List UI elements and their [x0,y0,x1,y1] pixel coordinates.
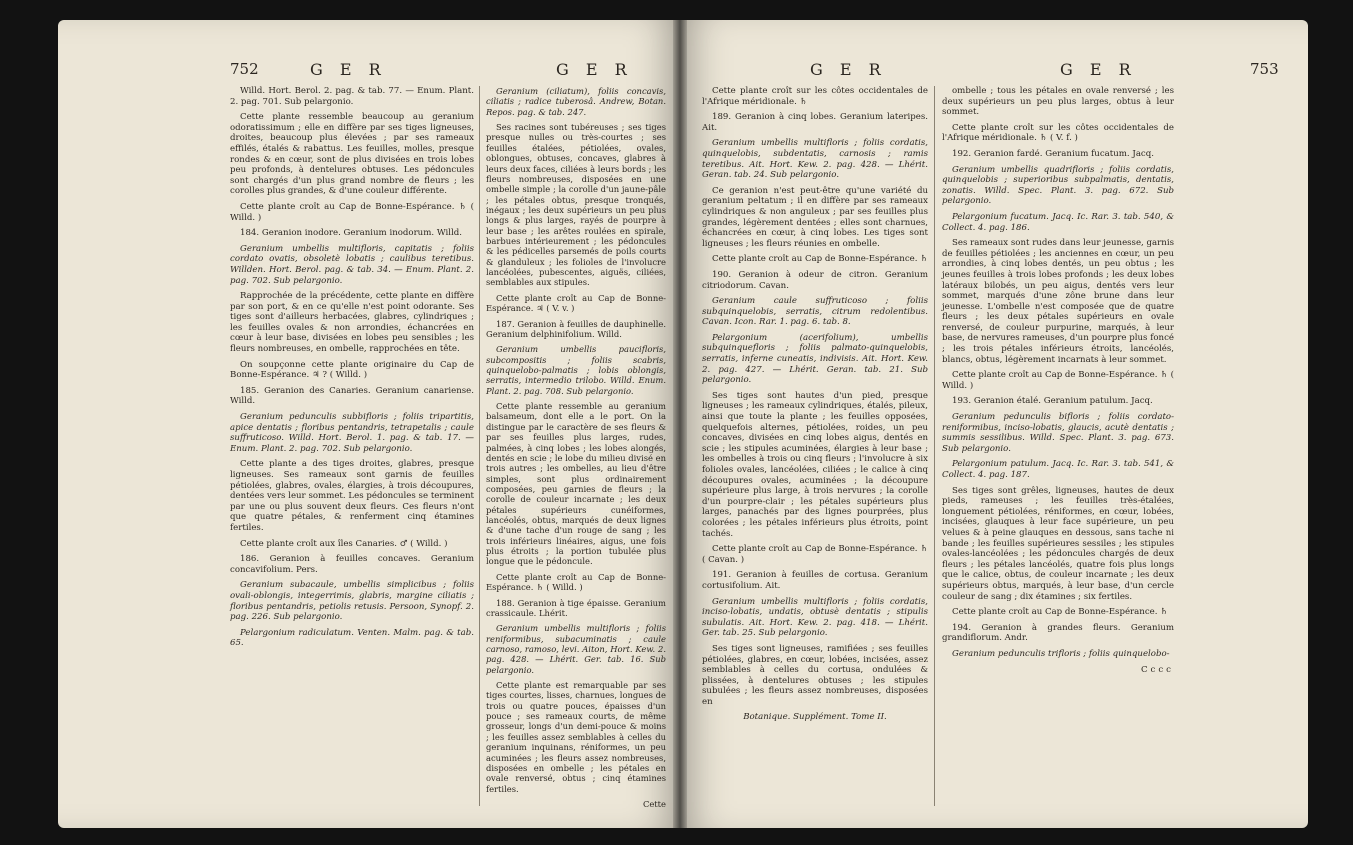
paragraph: 185. Geranion des Canaries. Geranium canariense. Willd. [230,385,474,407]
book-spine [673,20,687,828]
paragraph: Ses racines sont tubéreuses ; ses tiges presque nulles ou très-courtes ; ses feuilles étalées, pétiolées, ovales, oblongues, obtuses, concaves, glabres à leurs deux faces, ciliées à leurs bords ; les fleurs nombreuses, disposées en une ombelle simple ; la corolle d'un jaune-pâle ; les pétales obtus, presque tronqués, inégaux ; les deux supérieurs un peu plus longs & plus larges, rayés de pourpre à leur base ; les arêtes roulées en spirale, barbues intérieurement ; les pédoncules & les pédicelles parsemés de poils courts & glanduleux ; les folioles de l'involucre lancéolées, pubescentes, aiguës, ciliées, semblables aux stipules. [486,122,666,288]
book-spread [58,20,1308,828]
paragraph: 191. Geranion à feuilles de cortusa. Geranium cortusifolium. Ait. [702,570,928,591]
paragraph: 190. Geranion à odeur de citron. Geranium citriodorum. Cavan. [702,269,928,291]
paragraph: Pelargonium (acerifolium), umbellis subquinquefloris ; foliis palmato-quinquelobis, serratis, inferne cuneatis, indivisis. Ait. Hort. Kew. 2. pag. 427. — Lhérit. Geran. tab. 21. Sub pelargonio. [702,332,928,386]
paragraph: Geranium umbellis multifloris ; foliis cordatis, quinquelobis, subdentatis, carnosis ; ramis teretibus. Ait. Hort. Kew. 2. pag. 428. — Lhérit. Geran. tab. 24. Sub pelargonio. [702,138,928,181]
paragraph: 188. Geranion à tige épaisse. Geranium crassicaule. Lhérit. [486,597,666,618]
paragraph: 187. Geranion à feuilles de dauphinelle. Geranium delphinifolium. Willd. [486,318,666,339]
paragraph: Cette plante croît aux îles Canaries. ♂ ( Willd. ) [240,538,448,549]
paragraph: Geranium umbellis multifloris ; foliis reniformibus, subacuminatis ; caule carnoso, ramoso, levi. Aiton, Hort. Kew. 2. pag. 428. — Lhérit. Ger. tab. 16. Sub pelargonio. [486,623,666,675]
running-head: G E R [310,60,387,79]
paragraph: Geranium umbellis multifloris ; foliis cordatis, inciso-lobatis, undatis, obtusè dentatis ; stipulis subulatis. Ait. Hort. Kew. 2. pag. 418. — Lhérit. Ger. tab. 25. Sub pelargonio. [702,596,928,639]
paragraph: Geranium umbellis paucifloris, subcompositis ; foliis scabris, quinquelobo-palmatis ; lobis oblongis, serratis, intermedio trilobo. Willd. Enum. Plant. 2. pag. 708. Sub pelargonio. [486,344,666,396]
paragraph: Cette plante croît au Cap de Bonne-Espérance. ♃ ( V. v. ) [486,292,666,314]
left-page [58,20,680,828]
paragraph: ombelle ; tous les pétales en ovale renversé ; les deux supérieurs un peu plus larges, obtus à leur sommet. [942,86,1174,118]
paragraph: Ses rameaux sont rudes dans leur jeunesse, garnis de feuilles pétiolées ; les anciennes en cœur, un peu arrondies, à cinq lobes dentés, un peu obtus ; les jeunes feuilles à trois lobes profonds ; les deux lobes latéraux bilobés, un peu aigus, dentés vers leur sommet, marqués d'une zône brune dans leur jeunesse. L'ombelle n'est composée que de quatre fleurs ; les deux pétales supérieurs en ovale renversé, de couleur purpurine, marqués, à leur base, de nervures rameuses, d'un pourpre plus foncé ; les trois pétales inférieurs étroits, lancéolés, blancs, obtus, légèrement incarnats à leur sommet. [942,238,1174,365]
page-number: 753 [1250,60,1279,78]
paragraph: Cette plante a des tiges droites, glabres, presque ligneuses. Ses rameaux sont garnis de feuilles pétiolées, glabres, ovales, élargies, à trois découpures, dentées vers leur sommet. Les pédoncules se terminent par une ou plus souvent deux fleurs. Ces fleurs n'ont que quatre pétales, & renferment cinq étamines fertiles. [230,459,474,533]
right-page [680,20,1308,828]
paragraph: 192. Geranion fardé. Geranium fucatum. Jacq. [952,148,1154,159]
paragraph: On soupçonne cette plante originaire du Cap de Bonne-Espérance. ♃ ? ( Willd. ) [230,359,474,381]
paragraph: Geranium umbellis quadrifloris ; foliis cordatis, quinquelobis ; superioribus subpalmatis, dentatis, zonatis. Willd. Spec. Plant. 3. pag. 672. Sub pelargonio. [942,164,1174,207]
column-rule [479,86,480,806]
running-head: G E R [810,60,887,79]
paragraph: Geranium subacaule, umbellis simplicibus ; foliis ovali-oblongis, integerrimis, glabris, margine ciliatis ; floribus pentandris, petiolis retusis. Persoon, Synopf. 2. pag. 226. Sub pelargonio. [230,580,474,623]
paragraph: Geranium (ciliatum), foliis concavis, ciliatis ; radice tuberosâ. Andrew, Botan. Repos. pag. & tab. 247. [486,86,666,117]
column-rule [934,86,935,806]
text-column-1 [702,86,928,728]
paragraph: Pelargonium patulum. Jacq. Ic. Rar. 3. tab. 541, & Collect. 4. pag. 187. [942,459,1174,480]
paragraph: 186. Geranion à feuilles concaves. Geranium concavifolium. Pers. [230,554,474,575]
paragraph: Geranium caule suffruticoso ; foliis subquinquelobis, serratis, citrum redolentibus. Cavan. Icon. Rar. 1. pag. 6. tab. 8. [702,296,928,328]
paragraph: Cette plante croît au Cap de Bonne-Espérance. ♄ ( Willd. ) [230,201,474,223]
paragraph: Geranium pedunculis trifloris ; foliis quinquelobo- [952,648,1170,659]
paragraph: Willd. Hort. Berol. 2. pag. & tab. 77. — Enum. Plant. 2. pag. 701. Sub pelargonio. [230,86,474,107]
left-header [58,60,680,84]
paragraph: Pelargonium radiculatum. Venten. Malm. pag. & tab. 65. [230,627,474,649]
right-header [680,60,1308,84]
running-head: G E R [1060,60,1137,79]
paragraph: Pelargonium fucatum. Jacq. Ic. Rar. 3. tab. 540, & Collect. 4. pag. 186. [942,211,1174,233]
paragraph: Cette plante croît au Cap de Bonne-Espérance. ♄ [952,607,1168,618]
text-column-1 [230,86,474,654]
paragraph: Ses tiges sont ligneuses, ramifiées ; ses feuilles pétiolées, glabres, en cœur, lobées, incisées, assez semblables à celles du cortusa, ondulées & plissées, à dentelures obtuses ; les stipules subulées ; les fleurs assez nombreuses, disposées en [702,643,928,707]
paragraph: 184. Geranion inodore. Geranium inodorum. Willd. [240,228,462,239]
paragraph: Cette plante croît sur les côtes occidentales de l'Afrique méridionale. ♄ ( V. f. ) [942,122,1174,144]
paragraph: Cette plante croît au Cap de Bonne-Espérance. ♄ [712,254,928,265]
paragraph: Cette plante est remarquable par ses tiges courtes, lisses, charnues, longues de trois ou quatre pouces, épaisses d'un pouce ; ses rameaux courts, de même grosseur, longs d'un demi-pouce & moins ; les feuilles assez semblables à celles du geranium inquinans, réniformes, un peu acuminées ; les fleurs assez nombreuses, disposées en ombelle ; les pétales en ovale renversé, obtus ; cinq étamines fertiles. [486,680,666,794]
signature-mark: Cccc [1140,664,1174,675]
page-number: 752 [230,60,259,78]
paragraph: 193. Geranion étalé. Geranium patulum. Jacq. [952,396,1153,407]
paragraph: Cette plante croît au Cap de Bonne-Espérance. ♄ ( Willd. ) [942,370,1174,391]
paragraph: Ce geranion n'est peut-être qu'une variété du geranium peltatum ; il en diffère par ses rameaux cylindriques & non anguleux ; par ses feuilles plus grandes, légèrement dentées ; elles sont charnues, échancrées en cœur, à cinq lobes. Les tiges sont ligneuses ; les fleurs réunies en ombelle. [702,185,928,249]
paragraph: Cette plante croît au Cap de Bonne-Espérance. ♄ ( Cavan. ) [702,544,928,565]
paragraph: Cette plante croît sur les côtes occidentales de l'Afrique méridionale. ♄ [702,86,928,107]
text-column-2 [942,86,1174,680]
paragraph: Ses tiges sont hautes d'un pied, presque ligneuses ; les rameaux cylindriques, étalés, pileux, ainsi que toute la plante ; les feuilles opposées, quelquefois alternes, pétiolées, roides, un peu concaves, divisées en cinq lobes aigus, dentés en scie ; les stipules acuminées, élargies à leur base ; les ombelles à trois ou cinq fleurs ; l'involucre à six folioles ovales, lancéolées, ciliées ; le calice à cinq découpures ovales, acuminées ; la découpure supérieure plus large, à trois nervures ; la corolle d'un pourpre-clair ; les pétales supérieurs plus larges, panachés par des lignes pourprées, plus colorées ; les pétales inférieurs plus étroits, point tachés. [702,390,928,539]
paragraph: 189. Geranion à cinq lobes. Geranium lateripes. Ait. [702,112,928,133]
paragraph: 194. Geranion à grandes fleurs. Geranium grandiflorum. Andr. [942,622,1174,644]
text-column-2 [486,86,666,814]
paragraph: Geranium pedunculis bifloris ; foliis cordato-reniformibus, inciso-lobatis, glaucis, acutè dentatis ; summis sessilibus. Willd. Spec. Plant. 3. pag. 673. Sub pelargonio. [942,412,1174,454]
paragraph: Ses tiges sont grêles, ligneuses, hautes de deux pieds, rameuses ; les feuilles très-étalées, longuement pétiolées, réniformes, en cœur, lobées, incisées, glauques à leur face supérieure, un peu velues & à peine glauques en dessous, sans tache ni bande ; les feuilles supérieures sessiles ; les stipules ovales-lancéolées ; les pédoncules chargés de deux fleurs ; les pétales lancéolés, quatre fois plus longs que le calice, obtus, de couleur incarnate ; les deux supérieurs obtus, marqués, à leur base, d'un cercle couleur de sang ; dix étamines ; six fertiles. [942,485,1174,602]
running-head: G E R [556,60,633,79]
paragraph: Cette plante ressemble au geranium balsameum, dont elle a le port. On la distingue par le caractère de ses fleurs & par ses feuilles plus larges, rudes, palmées, à cinq lobes ; les lobes alongés, dentés en scie ; le lobe du milieu divisé en trois autres ; les ombelles, au lieu d'être simples, sont plus ordinairement composées, peu garnies de fleurs ; la corolle de couleur incarnate ; les deux pétales supérieurs cunéiformes, lancéolés, obtus, marqués de deux lignes & d'une tache d'un rouge de sang ; les trois inférieurs linéaires, aigus, une fois plus étroits ; la portion tubulée plus longue que le pédoncule. [486,401,666,567]
paragraph: Geranium pedunculis subbifloris ; foliis tripartitis, apice dentatis ; floribus pentandris, tetrapetalis ; caule suffruticoso. Willd. Hort. Berol. 1. pag. & tab. 17. — Enum. Plant. 2. pag. 702. Sub pelargonio. [230,412,474,454]
paragraph: Rapprochée de la précédente, cette plante en diffère par son port, & en ce qu'elle n'est point odorante. Ses tiges sont d'ailleurs herbacées, glabres, cylindriques ; les feuilles ovales & non arrondies, échancrées en cœur à leur base, divisées en lobes peu sensibles ; les fleurs nombreuses, en ombelle, rapprochées en tête. [230,291,474,355]
paragraph: Cette plante croît au Cap de Bonne-Espérance. ♄ ( Willd. ) [486,571,666,593]
paragraph: Cette plante ressemble beaucoup au geranium odoratissimum ; elle en diffère par ses tiges ligneuses, droites, beaucoup plus élevées ; par ses rameaux effilés, étalés & rabattus. Les feuilles, molles, presque rondes & en cœur, sont de plus divisées en trois lobes peu profonds, à dentelures obtuses. Les pédoncules sont chargés d'un plus grand nombre de fleurs ; les corolles plus grandes, & d'une couleur différente. [230,112,474,197]
footer-title: Botanique. Supplément. Tome II. [743,712,887,723]
paragraph: Geranium umbellis multifloris, capitatis ; foliis cordato ovatis, obsoletè lobatis ; caulibus teretibus. Willden. Hort. Berol. pag. & tab. 34. — Enum. Plant. 2. pag. 702. Sub pelargonio. [230,243,474,286]
catchword: Cette [642,799,666,809]
